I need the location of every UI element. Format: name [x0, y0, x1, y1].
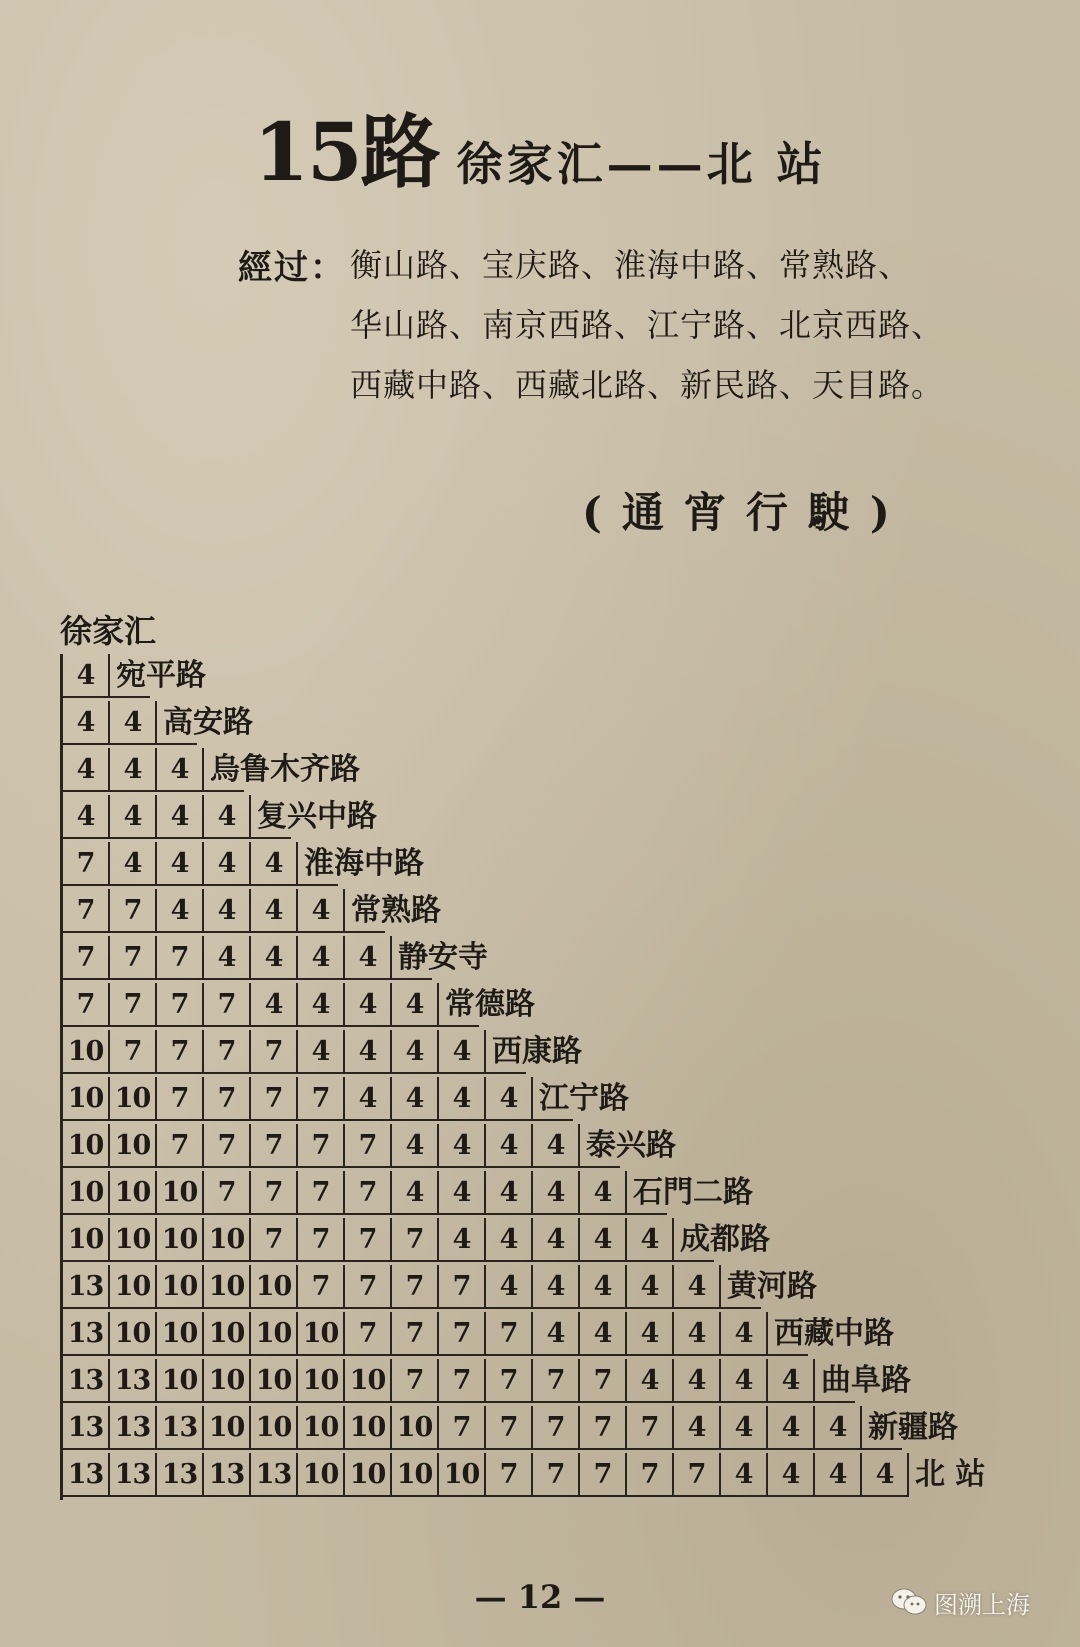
fare-cell: 7 — [157, 1124, 204, 1167]
fare-cell: 7 — [674, 1453, 721, 1496]
fare-cell: 4 — [204, 795, 251, 838]
fare-cell: 4 — [486, 1218, 533, 1261]
fare-cell: 7 — [251, 1218, 298, 1261]
fare-cell: 7 — [298, 1265, 345, 1308]
fare-cell: 7 — [157, 1077, 204, 1120]
fare-cell: 7 — [63, 889, 110, 932]
fare-cell: 10 — [157, 1265, 204, 1308]
fare-cell: 4 — [627, 1359, 674, 1402]
fare-cell: 10 — [251, 1359, 298, 1402]
fare-cell: 4 — [251, 936, 298, 979]
fare-cell: 13 — [63, 1312, 110, 1355]
fare-cell: 7 — [251, 1077, 298, 1120]
fare-cell: 10 — [110, 1124, 157, 1167]
stop-name: 泰兴路 — [586, 1128, 676, 1163]
fare-cell: 7 — [486, 1312, 533, 1355]
fare-cell: 4 — [63, 795, 110, 838]
fare-cell: 10 — [392, 1453, 439, 1496]
row-underline — [60, 1213, 667, 1215]
stop-name: 北 站 — [915, 1457, 986, 1492]
stop-name: 成都路 — [680, 1222, 770, 1257]
fare-cell: 4 — [486, 1124, 533, 1167]
fare-cell: 10 — [204, 1265, 251, 1308]
fare-cell: 4 — [298, 936, 345, 979]
fare-cell: 4 — [439, 1171, 486, 1214]
fare-cell: 10 — [63, 1124, 110, 1167]
fare-cell: 13 — [110, 1359, 157, 1402]
fare-cell: 7 — [157, 936, 204, 979]
fare-cell: 4 — [345, 1077, 392, 1120]
fare-cell: 10 — [63, 1218, 110, 1261]
fare-cell: 10 — [439, 1453, 486, 1496]
fare-cell: 4 — [721, 1359, 768, 1402]
fare-cell: 7 — [157, 1030, 204, 1073]
start-stop: 徐家汇 — [60, 612, 157, 650]
fare-cell: 7 — [110, 889, 157, 932]
fare-cell: 4 — [345, 1030, 392, 1073]
fare-cell: 10 — [345, 1453, 392, 1496]
fare-cell: 10 — [157, 1359, 204, 1402]
fare-cell: 7 — [392, 1265, 439, 1308]
route-ends: 徐家汇——北 站 — [456, 137, 827, 191]
fare-cell: 4 — [110, 842, 157, 885]
fare-cell: 7 — [110, 1030, 157, 1073]
fare-cell: 10 — [110, 1218, 157, 1261]
fare-cell: 4 — [674, 1265, 721, 1308]
stop-name: 复兴中路 — [257, 799, 377, 834]
fare-cell: 7 — [345, 1312, 392, 1355]
fare-cell: 7 — [627, 1453, 674, 1496]
fare-cell: 7 — [204, 1030, 251, 1073]
fare-cell: 10 — [110, 1312, 157, 1355]
watermark — [890, 1580, 1030, 1624]
fare-cell: 7 — [392, 1359, 439, 1402]
fare-cell: 4 — [392, 1124, 439, 1167]
fare-cell: 4 — [345, 983, 392, 1026]
fare-cell: 4 — [580, 1171, 627, 1214]
fare-cell: 7 — [204, 1124, 251, 1167]
fare-cell: 7 — [439, 1406, 486, 1449]
via-line: 衡山路、宝庆路、淮海中路、常熟路、 — [350, 246, 912, 284]
fare-cell: 4 — [392, 983, 439, 1026]
stop-name: 淮海中路 — [304, 846, 424, 881]
row-underline — [60, 1401, 855, 1403]
stop-name: 江宁路 — [539, 1081, 629, 1116]
stop-name: 常德路 — [445, 987, 535, 1022]
row-underline — [60, 837, 291, 839]
fare-cell: 10 — [204, 1312, 251, 1355]
fare-cell: 7 — [204, 1077, 251, 1120]
fare-cell: 4 — [298, 1030, 345, 1073]
row-underline — [60, 1072, 526, 1074]
fare-cell: 4 — [486, 1171, 533, 1214]
fare-cell: 4 — [627, 1218, 674, 1261]
fare-cell: 10 — [298, 1453, 345, 1496]
fare-cell: 7 — [486, 1453, 533, 1496]
fare-cell: 7 — [251, 1030, 298, 1073]
fare-cell: 4 — [298, 889, 345, 932]
fare-cell: 4 — [439, 1124, 486, 1167]
row-underline — [60, 931, 385, 933]
fare-cell: 10 — [251, 1312, 298, 1355]
fare-cell: 10 — [157, 1171, 204, 1214]
row-underline — [60, 743, 197, 745]
fare-cell: 13 — [157, 1453, 204, 1496]
stop-name: 常熟路 — [351, 893, 441, 928]
fare-cell: 4 — [721, 1406, 768, 1449]
fare-cell: 4 — [204, 889, 251, 932]
fare-cell: 13 — [63, 1453, 110, 1496]
fare-cell: 7 — [63, 936, 110, 979]
fare-cell: 7 — [251, 1171, 298, 1214]
fare-cell: 7 — [63, 983, 110, 1026]
fare-cell: 7 — [157, 983, 204, 1026]
fare-cell: 13 — [63, 1265, 110, 1308]
row-underline — [60, 1495, 909, 1497]
fare-cell: 4 — [580, 1312, 627, 1355]
fare-cell: 4 — [768, 1359, 815, 1402]
fare-cell: 10 — [157, 1218, 204, 1261]
fare-cell: 7 — [486, 1406, 533, 1449]
fare-cell: 7 — [392, 1218, 439, 1261]
fare-cell: 7 — [533, 1406, 580, 1449]
fare-cell: 4 — [204, 842, 251, 885]
fare-cell: 10 — [157, 1312, 204, 1355]
fare-cell: 4 — [627, 1265, 674, 1308]
via-line: 华山路、南京西路、江宁路、北京西路、 — [350, 306, 945, 344]
fare-cell: 4 — [721, 1312, 768, 1355]
stop-name: 高安路 — [163, 705, 253, 740]
fare-cell: 7 — [439, 1312, 486, 1355]
fare-cell: 4 — [157, 748, 204, 791]
stop-name: 西康路 — [492, 1034, 582, 1069]
fare-cell: 7 — [345, 1171, 392, 1214]
fare-cell: 7 — [298, 1077, 345, 1120]
fare-cell: 7 — [392, 1312, 439, 1355]
fare-cell: 4 — [533, 1265, 580, 1308]
fare-cell: 7 — [533, 1453, 580, 1496]
fare-cell: 10 — [63, 1171, 110, 1214]
row-underline — [60, 1448, 902, 1450]
fare-cell: 13 — [110, 1406, 157, 1449]
fare-cell: 10 — [345, 1359, 392, 1402]
fare-cell: 13 — [63, 1359, 110, 1402]
row-underline — [60, 1119, 573, 1121]
fare-cell: 7 — [110, 983, 157, 1026]
fare-cell: 4 — [63, 654, 110, 697]
fare-cell: 10 — [392, 1406, 439, 1449]
fare-cell: 7 — [439, 1359, 486, 1402]
fare-cell: 7 — [627, 1406, 674, 1449]
stop-name: 新疆路 — [868, 1410, 958, 1445]
stop-name: 烏鲁木齐路 — [210, 752, 360, 787]
stop-name: 静安寺 — [398, 940, 488, 975]
fare-cell: 10 — [110, 1171, 157, 1214]
row-underline — [60, 978, 432, 980]
fare-cell: 4 — [486, 1077, 533, 1120]
fare-cell: 4 — [63, 748, 110, 791]
fare-cell: 10 — [204, 1406, 251, 1449]
fare-cell: 7 — [580, 1406, 627, 1449]
fare-cell: 4 — [533, 1124, 580, 1167]
route-title — [0, 88, 1080, 203]
fare-cell: 7 — [298, 1218, 345, 1261]
fare-cell: 13 — [157, 1406, 204, 1449]
row-underline — [60, 1025, 479, 1027]
fare-cell: 10 — [63, 1030, 110, 1073]
fare-cell: 4 — [392, 1171, 439, 1214]
service-note: (通宵行駛) — [582, 488, 910, 537]
fare-cell: 4 — [721, 1453, 768, 1496]
fare-cell: 7 — [533, 1359, 580, 1402]
fare-cell: 4 — [251, 983, 298, 1026]
fare-cell: 4 — [768, 1453, 815, 1496]
fare-cell: 10 — [345, 1406, 392, 1449]
row-underline — [60, 790, 244, 792]
fare-cell: 7 — [580, 1359, 627, 1402]
fare-cell: 4 — [580, 1218, 627, 1261]
fare-cell: 7 — [204, 983, 251, 1026]
fare-cell: 7 — [251, 1124, 298, 1167]
row-underline — [60, 884, 338, 886]
fare-cell: 4 — [439, 1077, 486, 1120]
stop-name: 黄河路 — [727, 1269, 817, 1304]
fare-cell: 10 — [204, 1218, 251, 1261]
fare-cell: 4 — [533, 1312, 580, 1355]
watermark-text: 图溯上海 — [934, 1590, 1030, 1619]
fare-cell: 7 — [580, 1453, 627, 1496]
row-underline — [60, 1166, 620, 1168]
fare-cell: 4 — [533, 1218, 580, 1261]
stop-name: 西藏中路 — [774, 1316, 894, 1351]
fare-cell: 13 — [204, 1453, 251, 1496]
fare-cell: 10 — [298, 1312, 345, 1355]
stop-name: 石門二路 — [633, 1175, 753, 1210]
row-underline — [60, 1260, 714, 1262]
fare-cell: 7 — [345, 1265, 392, 1308]
fare-cell: 10 — [298, 1406, 345, 1449]
fare-cell: 4 — [533, 1171, 580, 1214]
fare-cell: 4 — [439, 1218, 486, 1261]
fare-cell: 4 — [63, 701, 110, 744]
fare-cell: 7 — [204, 1171, 251, 1214]
via-label: 經过： — [238, 248, 346, 288]
page-number: — 12 — — [474, 1578, 606, 1616]
fare-cell: 4 — [815, 1453, 862, 1496]
fare-cell: 4 — [768, 1406, 815, 1449]
fare-cell: 7 — [345, 1124, 392, 1167]
fare-cell: 4 — [251, 842, 298, 885]
fare-cell: 10 — [63, 1077, 110, 1120]
fare-cell: 7 — [63, 842, 110, 885]
fare-cell: 4 — [674, 1406, 721, 1449]
fare-cell: 10 — [251, 1265, 298, 1308]
fare-cell: 13 — [110, 1453, 157, 1496]
fare-cell: 7 — [298, 1171, 345, 1214]
via-line: 西藏中路、西藏北路、新民路、天目路。 — [350, 366, 945, 404]
stop-name: 曲阜路 — [821, 1363, 911, 1398]
fare-cell: 4 — [674, 1312, 721, 1355]
fare-cell: 13 — [63, 1406, 110, 1449]
stop-name: 宛平路 — [116, 658, 206, 693]
row-underline — [60, 696, 150, 698]
fare-cell: 10 — [298, 1359, 345, 1402]
wechat-icon — [890, 1586, 928, 1618]
fare-cell: 4 — [345, 936, 392, 979]
fare-cell: 13 — [251, 1453, 298, 1496]
fare-cell: 4 — [251, 889, 298, 932]
fare-cell: 7 — [110, 936, 157, 979]
fare-cell: 4 — [110, 748, 157, 791]
fare-cell: 4 — [486, 1265, 533, 1308]
fare-cell: 7 — [486, 1359, 533, 1402]
fare-cell: 7 — [298, 1124, 345, 1167]
fare-cell: 10 — [110, 1265, 157, 1308]
row-underline — [60, 1307, 761, 1309]
fare-cell: 10 — [110, 1077, 157, 1120]
fare-table — [60, 654, 1040, 1516]
fare-cell: 4 — [627, 1312, 674, 1355]
fare-cell: 4 — [580, 1265, 627, 1308]
fare-cell: 4 — [157, 795, 204, 838]
fare-cell: 4 — [110, 701, 157, 744]
fare-cell: 7 — [439, 1265, 486, 1308]
fare-cell: 10 — [251, 1406, 298, 1449]
row-underline — [60, 1354, 808, 1356]
fare-cell: 4 — [815, 1406, 862, 1449]
fare-cell: 4 — [392, 1030, 439, 1073]
fare-cell: 4 — [674, 1359, 721, 1402]
fare-cell: 4 — [110, 795, 157, 838]
fare-cell: 7 — [345, 1218, 392, 1261]
fare-cell: 4 — [298, 983, 345, 1026]
fare-cell: 4 — [392, 1077, 439, 1120]
fare-cell: 4 — [157, 842, 204, 885]
fare-cell: 4 — [204, 936, 251, 979]
fare-cell: 10 — [204, 1359, 251, 1402]
fare-cell: 4 — [439, 1030, 486, 1073]
route-number: 15路 — [253, 105, 439, 199]
fare-cell: 4 — [862, 1453, 909, 1496]
fare-cell: 4 — [157, 889, 204, 932]
